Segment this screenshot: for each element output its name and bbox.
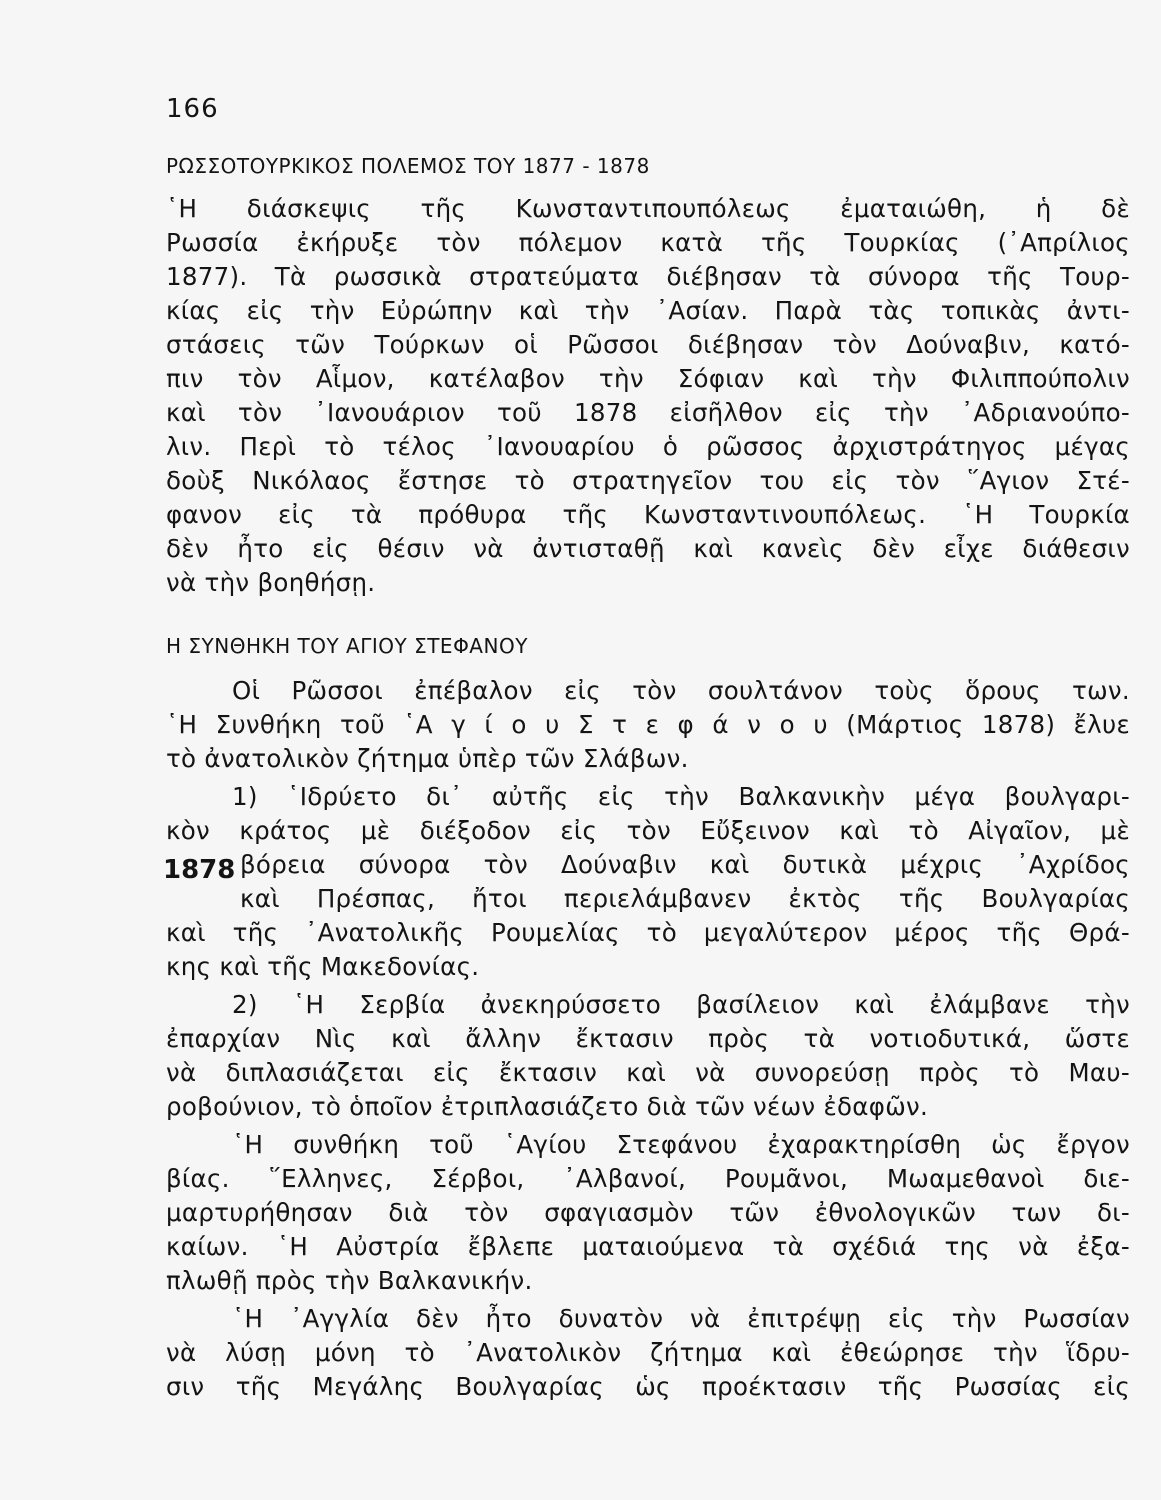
text-line: τὸ ἀνατολικὸν ζήτημα ὑπὲρ τῶν Σλάβων. — [166, 744, 689, 773]
text-line: βόρεια σύνορα τὸν Δούναβιν καὶ δυτικὰ μέχρις ᾿Αχρίδος — [240, 850, 1130, 879]
text-line: πιν τὸν Αἷμον, κατέλαβον τὴν Σόφιαν καὶ τὴν Φιλιππούπολιν — [166, 364, 1130, 393]
text-line: νὰ τὴν βοηθήσῃ. — [166, 568, 376, 597]
marginal-year: 1878 — [163, 855, 236, 885]
text-line: βίας. ῞Ελληνες, Σέρβοι, ᾿Αλβανοί, Ρουμᾶνοι, Μωαμεθανοὶ διε- — [166, 1164, 1130, 1193]
text-line: δοὺξ Νικόλαος ἔστησε τὸ στρατηγεῖον του εἰς τὸν ῞Αγιον Στέ- — [166, 466, 1130, 495]
text-line: ῾Η ᾿Αγγλία δὲν ἦτο δυνατὸν νὰ ἐπιτρέψῃ εἰς τὴν Ρωσσίαν — [232, 1304, 1130, 1333]
text-line: 1877). Τὰ ρωσσικὰ στρατεύματα διέβησαν τὰ σύνορα τῆς Τουρ- — [166, 262, 1130, 291]
text-line: ῾Η συνθήκη τοῦ ῾Αγίου Στεφάνου ἐχαρακτηρίσθη ὡς ἔργον — [232, 1130, 1130, 1159]
text-line: κίας εἰς τὴν Εὐρώπην καὶ τὴν ᾿Ασίαν. Παρὰ τὰς τοπικὰς ἀντι- — [166, 296, 1130, 325]
text-line: ροβούνιον, τὸ ὁποῖον ἐτριπλασιάζετο διὰ τῶν νέων ἐδαφῶν. — [166, 1092, 929, 1121]
text-line: στάσεις τῶν Τούρκων οἱ Ρῶσσοι διέβησαν τὸν Δούναβιν, κατό- — [166, 330, 1130, 359]
section-heading-russo-turkish-war: ΡΩΣΣΟΤΟΥΡΚΙΚΟΣ ΠΟΛΕΜΟΣ ΤΟΥ 1877 - 1878 — [166, 154, 650, 178]
page-number: 166 — [166, 94, 219, 124]
text-line: κὸν κράτος μὲ διέξοδον εἰς τὸν Εὔξεινον καὶ τὸ Αἰγαῖον, μὲ — [166, 816, 1130, 845]
text-line: νὰ λύσῃ μόνη τὸ ᾿Ανατολικὸν ζήτημα καὶ ἐθεώρησε τὴν ἵδρυ- — [166, 1338, 1130, 1367]
text-line: σιν τῆς Μεγάλης Βουλγαρίας ὡς προέκτασιν τῆς Ρωσσίας εἰς — [166, 1372, 1130, 1401]
text-line: φανον εἰς τὰ πρόθυρα τῆς Κωνσταντινουπόλεως. ῾Η Τουρκία — [166, 500, 1130, 529]
text-line: ῾Η διάσκεψις τῆς Κωνσταντιπουπόλεως ἐματαιώθη, ἡ δὲ — [166, 194, 1130, 223]
text-line: νὰ διπλασιάζεται εἰς ἔκτασιν καὶ νὰ συνορεύσῃ πρὸς τὸ Μαυ- — [166, 1058, 1130, 1087]
text-line: λιν. Περὶ τὸ τέλος ᾿Ιανουαρίου ὁ ρῶσσος ἀρχιστράτηγος μέγας — [166, 432, 1130, 461]
text-line: Ρωσσία ἐκήρυξε τὸν πόλεμον κατὰ τῆς Τουρκίας (᾿Απρίλιος — [166, 228, 1130, 257]
text-line: καὶ τῆς ᾿Ανατολικῆς Ρουμελίας τὸ μεγαλύτερον μέρος τῆς Θρά- — [166, 918, 1130, 947]
text-line: καίων. ῾Η Αὐστρία ἔβλεπε ματαιούμενα τὰ σχέδιά της νὰ ἐξα- — [166, 1232, 1130, 1261]
text-line: καὶ τὸν ᾿Ιανουάριον τοῦ 1878 εἰσῆλθον εἰς τὴν ᾿Αδριανούπο- — [166, 398, 1130, 427]
text-line: 2) ῾Η Σερβία ἀνεκηρύσσετο βασίλειον καὶ ἐλάμβανε τὴν — [232, 990, 1130, 1019]
text-line: καὶ Πρέσπας, ἤτοι περιελάμβανεν ἐκτὸς τῆς Βουλγαρίας — [240, 884, 1130, 913]
text-line: ἐπαρχίαν Νὶς καὶ ἄλλην ἔκτασιν πρὸς τὰ νοτιοδυτικά, ὥστε — [166, 1024, 1130, 1053]
section-heading-treaty-san-stefano: Η ΣΥΝΘΗΚΗ ΤΟΥ ΑΓΙΟΥ ΣΤΕΦΑΝΟΥ — [166, 634, 528, 658]
text-line: μαρτυρήθησαν διὰ τὸν σφαγιασμὸν τῶν ἐθνολογικῶν των δι- — [166, 1198, 1130, 1227]
text-line: δὲν ἦτο εἰς θέσιν νὰ ἀντισταθῇ καὶ κανεὶς δὲν εἶχε διάθεσιν — [166, 534, 1130, 563]
text-line: Οἱ Ρῶσσοι ἐπέβαλον εἰς τὸν σουλτάνον τοὺς ὅρους των. — [232, 676, 1130, 705]
text-line: ῾Η Συνθήκη τοῦ ῾Α γ ί ο υ Σ τ ε φ ά ν ο υ (Μάρτιος 1878) ἔλυε — [166, 710, 1130, 739]
text-line: πλωθῇ πρὸς τὴν Βαλκανικήν. — [166, 1266, 533, 1295]
text-line: 1) ῾Ιδρύετο δι᾿ αὐτῆς εἰς τὴν Βαλκανικὴν μέγα βουλγαρι- — [232, 782, 1130, 811]
text-line: κης καὶ τῆς Μακεδονίας. — [166, 952, 480, 981]
